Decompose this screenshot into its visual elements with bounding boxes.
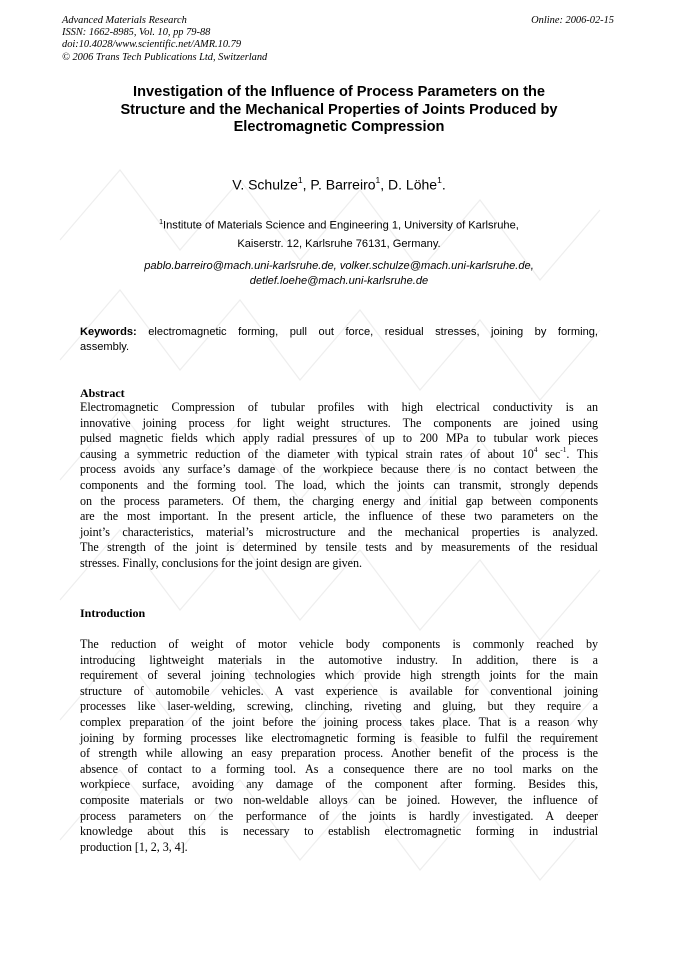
journal-name: Advanced Materials Research <box>62 15 187 26</box>
abstract-line: innovative joining process for light weight structures. The components are joined using <box>80 415 598 430</box>
intro-line: The reduction of weight of motor vehicle body components is commonly reached by <box>80 637 598 651</box>
affiliation-marker: 1 <box>375 175 381 185</box>
introduction-heading: Introduction <box>80 606 146 620</box>
title-line: Electromagnetic Compression <box>233 119 445 135</box>
abstract-line: stresses. Finally, conclusions for the joint design are given. <box>80 555 362 570</box>
intro-line: composite materials or two non-weldable alloys can be joined. However, the influence of <box>80 792 598 807</box>
online-date: Online: 2006-02-15 <box>531 15 614 26</box>
keywords-text: electromagnetic forming, pull out force, residual stresses, joining by forming, <box>148 326 598 338</box>
affiliation-line-1: $^1$Institute of Materials Science and Engineering 1, University of Karlsruhe, <box>159 219 519 232</box>
affiliation-marker: 1 <box>297 175 303 185</box>
intro-line: introducing lightweight materials in the automotive industry. In addition, there is a <box>80 652 598 667</box>
affiliation-marker: 1 <box>159 219 164 226</box>
abstract-line: joint’s characteristics, material’s microstructure and the mechanical properties is analyzed. <box>80 524 598 539</box>
abstract-line: process avoids any surface’s damage of the workpiece because there is no contact between the <box>80 462 598 477</box>
affiliation-line-2: Kaiserstr. 12, Karlsruhe 76131, Germany. <box>237 238 441 250</box>
intro-line: of strength while allowing an easy preparation process. Another benefit of the process is the <box>80 746 598 761</box>
title-line: Structure and the Mechanical Properties of Joints Produced by <box>120 101 558 118</box>
keywords-block <box>80 325 598 354</box>
author-name: P. Barreiro <box>310 176 376 193</box>
paper-title <box>80 84 598 137</box>
abstract-line: causing a symmetric reduction of the diameter with typical strain rates of about $10^4$ $\sec^{-1}$. This <box>80 444 599 461</box>
abstract-line: are the most important. In the present article, the influence of these two parameters on the <box>80 509 598 524</box>
journal-header <box>62 15 267 64</box>
intro-line: workpiece surface, avoiding any damage of the component after forming. Besides this, <box>80 777 598 792</box>
title-line: Investigation of the Influence of Process Parameters on the <box>133 84 545 100</box>
intro-line: knowledge about this is necessary to establish electromagnetic forming in industrial <box>80 824 598 839</box>
intro-line: complex preparation of the joint before the joining process takes place. That is a reason why <box>80 714 598 729</box>
abstract-heading: Abstract <box>80 386 125 400</box>
author-emails <box>80 259 598 288</box>
email-line: detlef.loehe@mach.uni-karlsruhe.de <box>249 274 429 287</box>
abstract-line: Electromagnetic Compression of tubular profiles with high electrical conductivity is an <box>80 400 598 414</box>
abstract-line: on the process parameters. Of them, the charging energy and initial gap between components <box>80 493 598 508</box>
affiliation-marker: 1 <box>437 175 442 185</box>
keywords-label: Keywords: <box>80 326 137 338</box>
intro-line: requirement of several joining technologies which provide high strength joints for the main <box>80 668 598 683</box>
issn-line: ISSN: 1662-8985, Vol. 10, pp 79-88 <box>62 27 211 39</box>
intro-line: processes like laser-welding, screwing, clinching, riveting and gluing, but they require a <box>80 699 598 714</box>
author-name: V. Schulze <box>232 176 298 193</box>
abstract-line: components and the forming tool. The load, which the joints can transmit, strongly depends <box>80 477 598 492</box>
author-list: V. Schulze$^1$, P. Barreiro$^1$, D. Löhe$^1$. <box>232 175 446 193</box>
intro-line: structure of automobile vehicles. A vast experience is available for conventional joining <box>80 683 598 698</box>
introduction-text <box>80 637 598 855</box>
copyright-line: © 2006 Trans Tech Publications Ltd, Switzerland <box>62 51 268 63</box>
email-line: pablo.barreiro@mach.uni-karlsruhe.de, volker.schulze@mach.uni-karlsruhe.de, <box>144 260 534 272</box>
author-name: D. Löhe <box>388 176 438 193</box>
doi-line: doi:10.4028/www.scientific.net/AMR.10.79 <box>62 39 242 51</box>
intro-line: joining by forming processes like electromagnetic forming is feasible to fulfil the requirement <box>80 730 598 745</box>
intro-line: process parameters on the performance of the joints is hardly investigated. A deeper <box>80 808 598 823</box>
intro-line: absence of contact to a forming tool. As a consequence there are no tool marks on the <box>80 761 598 776</box>
intro-line: production [1, 2, 3, 4]. <box>80 839 188 854</box>
abstract-line: pulsed magnetic fields which apply radial pressures of up to 200 MPa to tubular work pieces <box>80 431 598 446</box>
abstract-text <box>80 400 598 572</box>
abstract-line: The strength of the joint is determined by tensile tests and by measurements of the residual <box>80 540 598 555</box>
keywords-text: assembly. <box>80 340 130 353</box>
